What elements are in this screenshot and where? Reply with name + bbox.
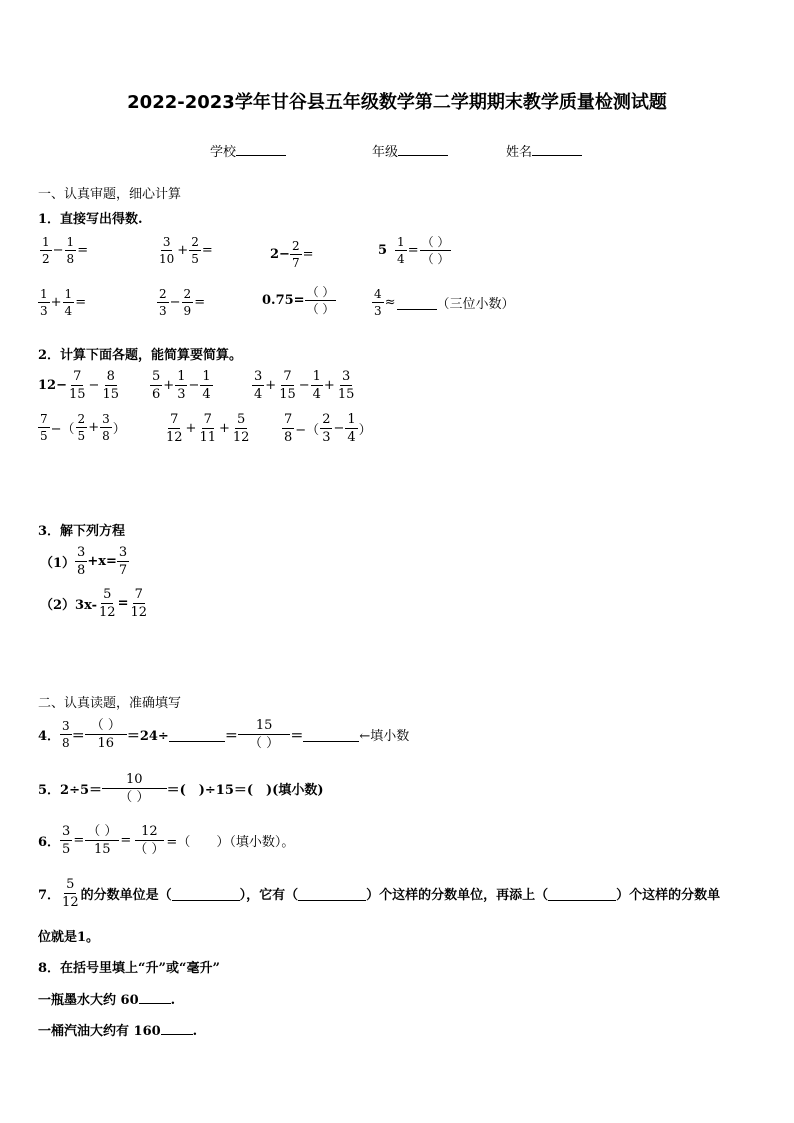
fraction: $\frac{3}{10}$ bbox=[159, 235, 175, 266]
answer-blank[interactable] bbox=[161, 1020, 193, 1035]
q2-expr-1: 12− $\frac{7}{15}$ − $\frac{8}{15}$ bbox=[38, 369, 119, 402]
fraction: $\frac{3}{5}$ bbox=[62, 824, 71, 857]
fraction: $\frac{2}{3}$ bbox=[322, 412, 331, 445]
fraction: $\frac{3}{4}$ bbox=[254, 369, 263, 402]
answer-blank[interactable] bbox=[397, 295, 437, 310]
answer-blank[interactable] bbox=[548, 886, 616, 901]
answer-blank[interactable] bbox=[172, 886, 240, 901]
answer-fraction[interactable]: $\frac{15}{( )}$ bbox=[238, 719, 291, 750]
q2-expr-6: $\frac{7}{8}$ −（ $\frac{2}{3}$ − $\frac{1}{4}$ ） bbox=[284, 412, 372, 445]
fraction: $\frac{1}{8}$ bbox=[66, 235, 75, 266]
grade-label: 年级 bbox=[372, 145, 399, 160]
q4: 4． $\frac{3}{8}$ ＝ $\frac{( )}{16}$ ＝24÷ ＝ $\frac{15}{( )}$ ＝ ←填小数 bbox=[38, 718, 410, 751]
fraction: $\frac{1}{3}$ bbox=[40, 287, 48, 318]
fraction: $\frac{3}{15}$ bbox=[337, 369, 355, 402]
fraction: $\frac{7}{8}$ bbox=[284, 412, 293, 445]
answer-blank[interactable] bbox=[169, 727, 225, 742]
q2-expr-4: $\frac{7}{5}$ −（ $\frac{2}{5}$ + $\frac{3}{8}$ ） bbox=[40, 412, 126, 443]
fraction: $\frac{7}{12}$ bbox=[130, 587, 148, 620]
q2-expr-3: $\frac{3}{4}$ + $\frac{7}{15}$ − $\frac{1}{4}$ + $\frac{3}{15}$ bbox=[254, 369, 355, 402]
q1-item-a: $\frac{1}{2}$ − $\frac{1}{8}$ = bbox=[42, 235, 89, 266]
section-2-heading: 二、认真读题，准确填写 bbox=[38, 696, 182, 711]
school-label: 学校 bbox=[210, 145, 237, 160]
answer-fraction[interactable]: $\frac{( )}{16}$ bbox=[85, 719, 127, 750]
fraction: $\frac{1}{4}$ bbox=[397, 235, 405, 266]
answer-fraction[interactable]: $\frac{( )}{15}$ bbox=[87, 824, 118, 857]
fraction: $\frac{3}{7}$ bbox=[118, 545, 128, 578]
fraction: $\frac{5}{6}$ bbox=[152, 369, 161, 402]
answer-fraction[interactable]: $\frac{12}{( )}$ bbox=[134, 824, 165, 857]
answer-blank[interactable] bbox=[303, 727, 359, 742]
q7: 7． $\frac{5}{12}$ 的分数单位是（ ），它有（ ）个这样的分数单位，再添上（ ）个这样的分数单 bbox=[38, 877, 721, 910]
answer-fraction[interactable]: $\frac{( )}{( )}$ bbox=[421, 235, 450, 266]
q3-label: 3．解下列方程 bbox=[38, 524, 126, 539]
q8-label: 8．在括号里填上“升”或“毫升” bbox=[38, 961, 220, 976]
answer-blank[interactable] bbox=[139, 989, 171, 1004]
name-blank[interactable] bbox=[532, 155, 582, 156]
fraction: $\frac{1}{4}$ bbox=[312, 369, 321, 402]
q7-continuation: 位就是1。 bbox=[38, 930, 100, 945]
grade-field bbox=[372, 141, 448, 160]
q5: 5．2÷5＝ $\frac{10}{( )}$ ＝( )÷15＝( )(填小数) bbox=[38, 772, 324, 805]
fraction: $\frac{2}{3}$ bbox=[159, 287, 167, 318]
name-label: 姓名 bbox=[506, 145, 533, 160]
fraction: $\frac{1}{3}$ bbox=[177, 369, 186, 402]
q1-item-d: 5 $\frac{1}{4}$ = $\frac{( )}{( )}$ bbox=[378, 235, 450, 266]
q2-expr-5: $\frac{7}{12}$ + $\frac{7}{11}$ + $\frac{5}{12}$ bbox=[166, 412, 250, 445]
fraction: $\frac{2}{9}$ bbox=[183, 287, 192, 318]
page-title: 2022-2023学年甘谷县五年级数学第二学期期末教学质量检测试题 bbox=[127, 92, 667, 113]
fraction: $\frac{1}{4}$ bbox=[64, 287, 73, 318]
q6: 6． $\frac{3}{5}$ = $\frac{( )}{15}$ = $\frac{12}{( )}$ =（ ）（填小数）。 bbox=[38, 824, 295, 857]
fraction: $\frac{1}{4}$ bbox=[202, 369, 211, 402]
fraction: $\frac{3}{8}$ bbox=[102, 412, 110, 443]
q2-label: 2．计算下面各题，能简算要简算。 bbox=[38, 348, 243, 363]
q1-item-g: 0.75= $\frac{( )}{( )}$ bbox=[262, 285, 335, 316]
fraction: $\frac{5}{12}$ bbox=[62, 877, 79, 910]
section-1-heading: 一、认真审题，细心计算 bbox=[38, 187, 182, 202]
q1-item-h: $\frac{4}{3}$ ≈ （三位小数） bbox=[374, 287, 515, 318]
fraction: $\frac{7}{5}$ bbox=[40, 412, 48, 443]
school-field bbox=[210, 141, 286, 160]
q8-line-2: 一桶汽油大约有 160 . bbox=[38, 1020, 197, 1039]
fraction: $\frac{2}{5}$ bbox=[77, 412, 86, 443]
q2-expr-2: $\frac{5}{6}$ + $\frac{1}{3}$ − $\frac{1}{4}$ bbox=[152, 369, 211, 402]
fraction: $\frac{5}{12}$ bbox=[99, 587, 116, 620]
fraction: $\frac{7}{15}$ bbox=[68, 369, 86, 402]
fraction: $\frac{5}{12}$ bbox=[232, 412, 250, 445]
fraction: $\frac{4}{3}$ bbox=[374, 287, 382, 318]
fraction: $\frac{7}{15}$ bbox=[279, 369, 296, 402]
fraction: $\frac{3}{8}$ bbox=[77, 545, 86, 578]
answer-fraction[interactable]: $\frac{( )}{( )}$ bbox=[306, 285, 335, 316]
fraction: $\frac{8}{15}$ bbox=[102, 369, 119, 402]
answer-blank[interactable] bbox=[298, 886, 366, 901]
fraction: $\frac{2}{7}$ bbox=[291, 239, 300, 270]
q8-line-1: 一瓶墨水大约 60 . bbox=[38, 989, 175, 1008]
q3-equation-1: （1） $\frac{3}{8}$ +x= $\frac{3}{7}$ bbox=[40, 545, 128, 578]
q1-item-f: $\frac{2}{3}$ − $\frac{2}{9}$ = bbox=[159, 287, 206, 318]
name-field bbox=[506, 141, 582, 160]
fraction: $\frac{1}{2}$ bbox=[42, 235, 50, 266]
fraction: $\frac{1}{4}$ bbox=[347, 412, 356, 445]
q1-item-e: $\frac{1}{3}$ + $\frac{1}{4}$ = bbox=[40, 287, 87, 318]
answer-fraction[interactable]: $\frac{10}{( )}$ bbox=[102, 773, 167, 804]
q1-item-b: $\frac{3}{10}$ + $\frac{2}{5}$ = bbox=[159, 235, 213, 266]
fraction: $\frac{3}{8}$ bbox=[62, 719, 70, 750]
grade-blank[interactable] bbox=[398, 155, 448, 156]
q1-label: 1．直接写出得数. bbox=[38, 212, 143, 227]
q1-item-c: 2− $\frac{2}{7}$ = bbox=[270, 239, 314, 270]
q3-equation-2: （2）3x- $\frac{5}{12}$ = $\frac{7}{12}$ bbox=[40, 587, 148, 620]
fraction: $\frac{7}{11}$ bbox=[199, 412, 216, 445]
school-blank[interactable] bbox=[236, 155, 286, 156]
fraction: $\frac{2}{5}$ bbox=[191, 235, 199, 266]
fraction: $\frac{7}{12}$ bbox=[166, 412, 183, 445]
